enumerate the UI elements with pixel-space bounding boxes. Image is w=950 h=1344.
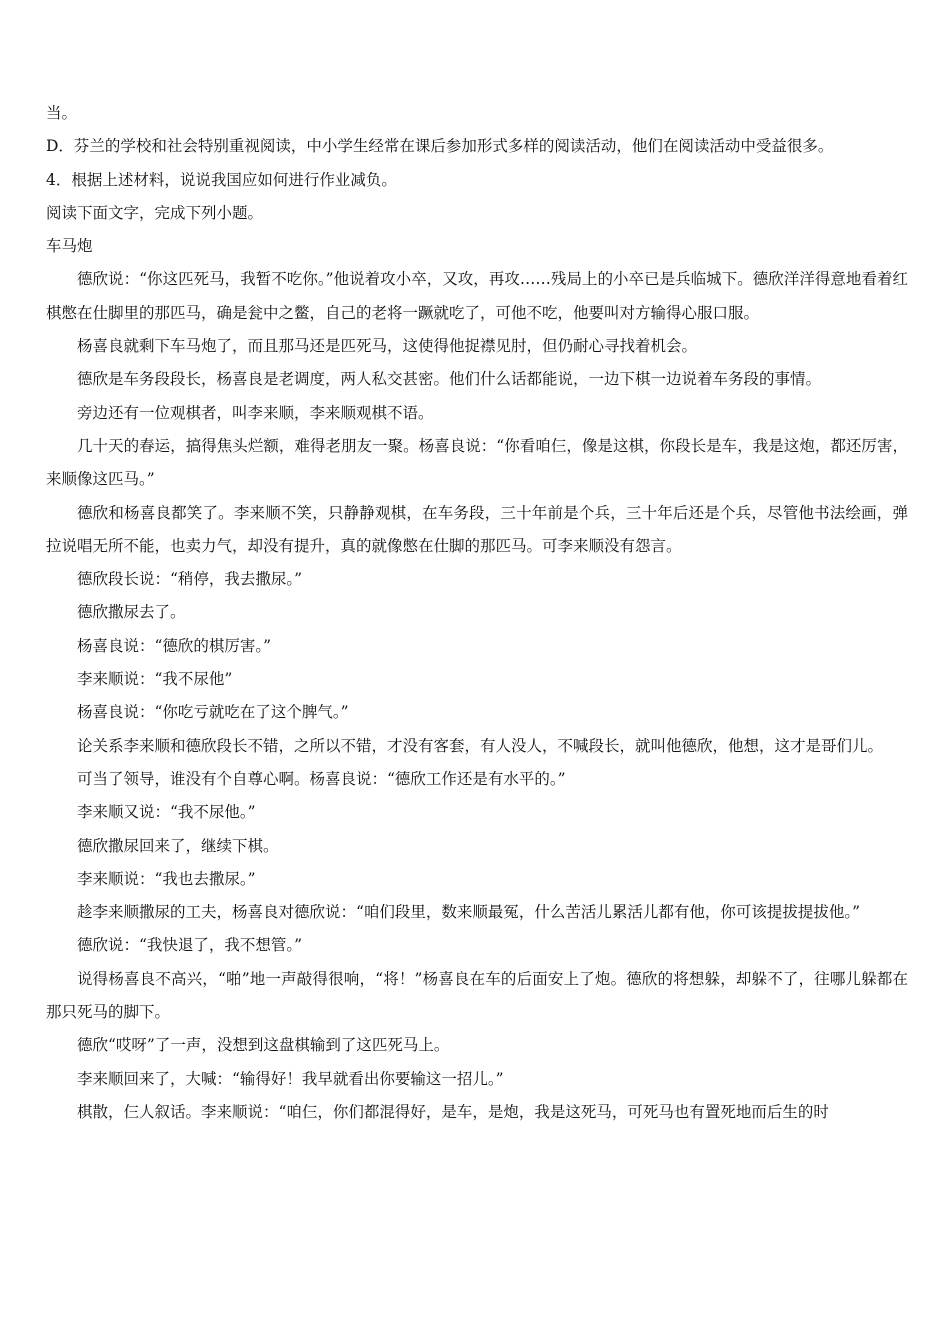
story-paragraph: 棋散，仨人叙话。李来顺说：“咱仨，你们都混得好，是车，是炮，我是这死马，可死马也有置死地而后生的时 — [77, 1102, 829, 1121]
story-paragraph: 杨喜良就剩下车马炮了，而且那马还是匹死马，这使得他捉襟见肘，但仍耐心寻找着机会。 — [77, 337, 698, 356]
story-paragraph: 德欣是车务段段长，杨喜良是老调度，两人私交甚密。他们什么话都能说，一边下棋一边说着车务段的事情。 — [77, 370, 822, 389]
previous-text-tail: 当。 — [46, 104, 78, 122]
story-paragraph: 德欣“哎呀”了一声，没想到这盘棋输到了这匹死马上。 — [77, 1036, 450, 1055]
story-paragraph: 德欣说：“我快退了，我不想管。” — [77, 936, 303, 955]
story-paragraph: 德欣撒尿去了。 — [77, 603, 186, 622]
story-paragraph: 杨喜良说：“德欣的棋厉害。” — [77, 636, 272, 655]
story-paragraph: 李来顺又说：“我不尿他。” — [77, 803, 256, 822]
story-paragraph: 说得杨喜良不高兴，“啪”地一声敲得很响，“将！”杨喜良在车的后面安上了炮。德欣的将想躲，却躲不了，往哪儿躲都在那只死马的脚下。 — [46, 969, 908, 1022]
story-paragraph: 李来顺回来了，大喊：“输得好！我早就看出你要输这一招儿。” — [77, 1069, 504, 1088]
story-paragraph: 德欣撒尿回来了，继续下棋。 — [77, 836, 279, 855]
option-d: D．芬兰的学校和社会特别重视阅读，中小学生经常在课后参加形式多样的阅读活动，他们在阅读活动中受益很多。 — [46, 137, 834, 156]
reading-instruction: 阅读下面文字，完成下列小题。 — [46, 203, 264, 222]
story-title: 车马炮 — [46, 237, 93, 256]
story-paragraph: 李来顺说：“我不尿他” — [77, 670, 233, 689]
story-paragraph: 几十天的春运，搞得焦头烂额，难得老朋友一聚。杨喜良说：“你看咱仨，像是这棋，你段长是车，我是这炮，都还厉害，来顺像这匹马。” — [46, 436, 908, 489]
question-4: 4．根据上述材料，说说我国应如何进行作业减负。 — [46, 170, 397, 189]
story-paragraph: 德欣说：“你这匹死马，我暂不吃你。”他说着攻小卒，又攻，再攻……残局上的小卒已是兵临城下。德欣洋洋得意地看着红棋憋在仕脚里的那匹马，确是瓮中之鳖，自己的老将一蹶就吃了，可他不吃，他要叫对方输得心服口服。 — [46, 270, 908, 322]
story-paragraph: 可当了领导，谁没有个自尊心啊。杨喜良说：“德欣工作还是有水平的。” — [77, 769, 566, 788]
story-paragraph: 趁李来顺撒尿的工夫，杨喜良对德欣说：“咱们段里，数来顺最冤，什么苦活儿累活儿都有他，你可该提拔提拔他。” — [77, 903, 861, 922]
story-paragraph: 德欣和杨喜良都笑了。李来顺不笑，只静静观棋，在车务段，三十年前是个兵，三十年后还是个兵，尽管他书法绘画，弹拉说唱无所不能，也卖力气，却没有提升，真的就像憋在仕脚的那匹马。可李来顺没有怨言。 — [46, 503, 908, 555]
story-paragraph: 旁边还有一位观棋者，叫李来顺，李来顺观棋不语。 — [77, 403, 434, 422]
story-paragraph: 论关系李来顺和德欣段长不错，之所以不错，才没有客套，有人没人，不喊段长，就叫他德欣，他想，这才是哥们儿。 — [77, 736, 884, 755]
story-paragraph: 杨喜良说：“你吃亏就吃在了这个脾气。” — [77, 703, 349, 722]
story-paragraph: 德欣段长说：“稍停，我去撒尿。” — [77, 570, 303, 589]
document-page — [46, 97, 908, 1129]
story-paragraph: 李来顺说：“我也去撒尿。” — [77, 869, 256, 888]
